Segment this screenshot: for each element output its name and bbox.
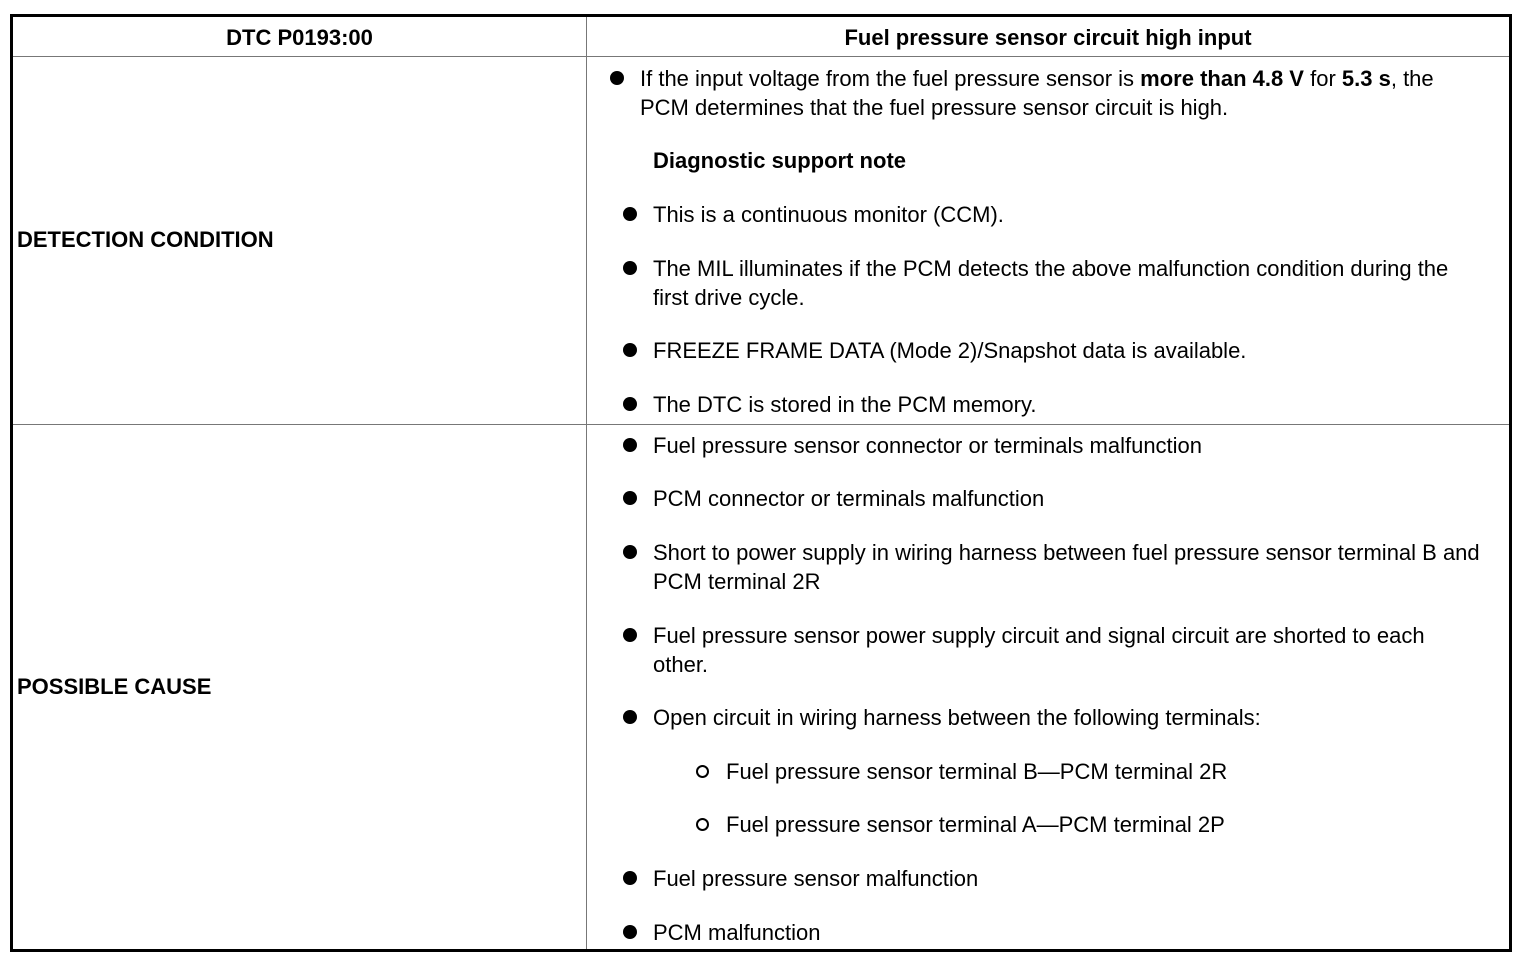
bullet-icon xyxy=(623,545,637,559)
time-threshold: 5.3 s xyxy=(1341,66,1391,91)
circle-bullet-icon xyxy=(696,818,709,831)
cause-sub-text: Fuel pressure sensor terminal A—PCM terminal 2P xyxy=(726,812,1225,837)
bullet-icon xyxy=(623,871,637,885)
support-note-heading: Diagnostic support note xyxy=(653,148,906,173)
cause-sub-item xyxy=(726,757,1486,786)
bullet-icon xyxy=(623,261,637,275)
cause-item xyxy=(653,621,1483,679)
cause-text: Open circuit in wiring harness between the following terminals: xyxy=(653,705,1261,730)
cause-item xyxy=(653,538,1483,596)
dtc-title-header: Fuel pressure sensor circuit high input xyxy=(844,25,1252,50)
detection-condition-label: DETECTION CONDITION xyxy=(17,227,274,252)
dtc-code-header: DTC P0193:00 xyxy=(226,25,373,50)
row-divider xyxy=(13,424,1509,425)
cause-item xyxy=(653,703,1483,732)
column-divider xyxy=(586,17,587,949)
note-item xyxy=(653,390,1483,419)
bullet-icon xyxy=(623,343,637,357)
possible-cause-label: POSSIBLE CAUSE xyxy=(17,674,212,699)
bullet-icon xyxy=(623,207,637,221)
note-item xyxy=(653,200,1483,229)
note-text: FREEZE FRAME DATA (Mode 2)/Snapshot data is available. xyxy=(653,338,1247,363)
cause-sub-text: Fuel pressure sensor terminal B—PCM terminal 2R xyxy=(726,759,1228,784)
cause-sub-item xyxy=(726,810,1486,839)
circle-bullet-icon xyxy=(696,765,709,778)
cause-text: Fuel pressure sensor malfunction xyxy=(653,866,979,891)
cause-item xyxy=(653,484,1483,513)
cause-item xyxy=(653,918,1483,947)
note-text: This is a continuous monitor (CCM). xyxy=(653,202,1004,227)
bullet-icon xyxy=(623,710,637,724)
bullet-icon xyxy=(623,491,637,505)
detection-text-part2: for xyxy=(1304,66,1342,91)
note-text: The DTC is stored in the PCM memory. xyxy=(653,392,1037,417)
cause-text: Short to power supply in wiring harness between fuel pressure sensor terminal B and PCM terminal 2R xyxy=(653,540,1480,594)
cause-text: PCM connector or terminals malfunction xyxy=(653,486,1045,511)
cause-item xyxy=(653,864,1483,893)
bullet-icon xyxy=(623,397,637,411)
note-item xyxy=(653,336,1483,365)
voltage-threshold: more than 4.8 V xyxy=(1140,66,1304,91)
detection-item xyxy=(640,64,1470,122)
note-text: The MIL illuminates if the PCM detects the above malfunction condition during the first drive cycle. xyxy=(653,256,1449,310)
bullet-icon xyxy=(623,438,637,452)
note-item xyxy=(653,254,1483,312)
cause-item xyxy=(653,431,1483,460)
cause-text: PCM malfunction xyxy=(653,920,821,945)
bullet-icon xyxy=(623,628,637,642)
bullet-icon xyxy=(610,71,624,85)
cause-text: Fuel pressure sensor connector or terminals malfunction xyxy=(653,433,1203,458)
bullet-icon xyxy=(623,925,637,939)
detection-text-part1: If the input voltage from the fuel pressure sensor is xyxy=(640,66,1141,91)
detection-text-part3: , the PCM determines that the fuel pressure sensor circuit is high. xyxy=(640,66,1434,120)
cause-text: Fuel pressure sensor power supply circuit and signal circuit are shorted to each other. xyxy=(653,623,1425,677)
